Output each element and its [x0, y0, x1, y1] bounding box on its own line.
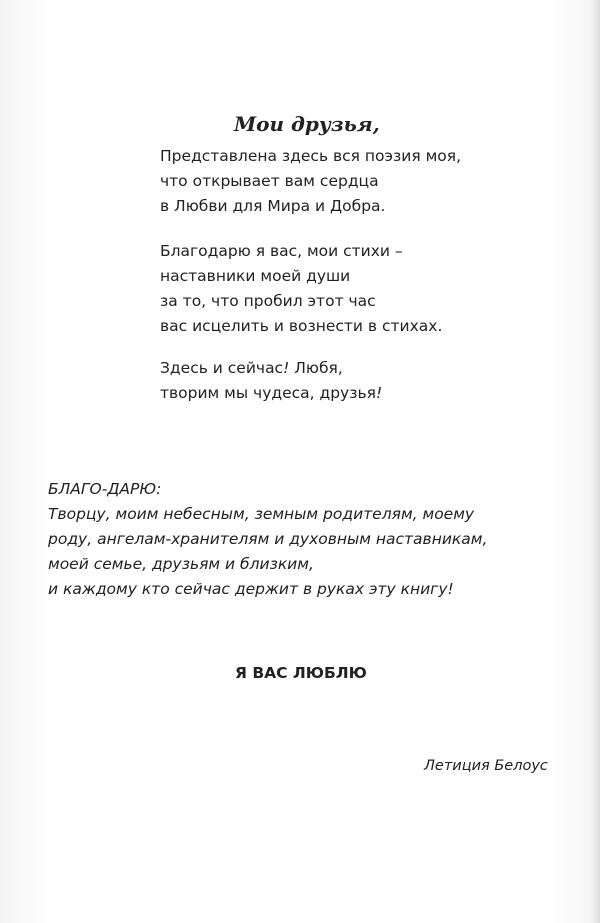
poem-stanza-2: [160, 239, 442, 339]
poem-line: Благодарю я вас, мои стихи –: [160, 242, 403, 260]
poem-line: наставники моей души: [160, 267, 351, 285]
poem-stanza-3: [160, 356, 382, 406]
poem-text-segment: Здесь и сейчас: [160, 359, 284, 377]
acknowledgements-line: Творцу, моим небесным, земным родителям, моему: [48, 505, 475, 523]
acknowledgements-line: роду, ангелам-хранителям и духовным наставникам,: [48, 530, 488, 548]
acknowledgements-line: и каждому кто сейчас держит в руках эту книгу!: [48, 580, 454, 598]
poem-line: вас исцелить и вознести в стихах.: [160, 317, 443, 335]
poem-line: что открывает вам сердца: [160, 172, 379, 190]
poem-text-segment: Любя,: [294, 359, 343, 377]
acknowledgements-line: моей семье, друзьям и близким,: [48, 555, 314, 573]
poem-title: Мои друзья,: [234, 112, 380, 136]
acknowledgements-heading: БЛАГО-ДАРЮ:: [48, 480, 162, 498]
exclamation-mark: !: [283, 359, 295, 377]
poem-line: [160, 356, 382, 381]
closing-statement: Я ВАС ЛЮБЛЮ: [235, 664, 367, 682]
poem-stanza-1: [160, 144, 461, 219]
poem-text-segment: творим мы чудеса, друзья: [160, 384, 376, 402]
poem-line: за то, что пробил этот час: [160, 292, 376, 310]
acknowledgements: [48, 477, 487, 602]
exclamation-mark: !: [375, 384, 383, 402]
poem-line: Представлена здесь вся поэзия моя,: [160, 147, 462, 165]
author-signature: Летиция Белоус: [424, 758, 548, 774]
page-edge-shadow: [590, 0, 600, 923]
poem-line: [160, 381, 382, 406]
poem-line: в Любви для Мира и Добра.: [160, 197, 386, 215]
